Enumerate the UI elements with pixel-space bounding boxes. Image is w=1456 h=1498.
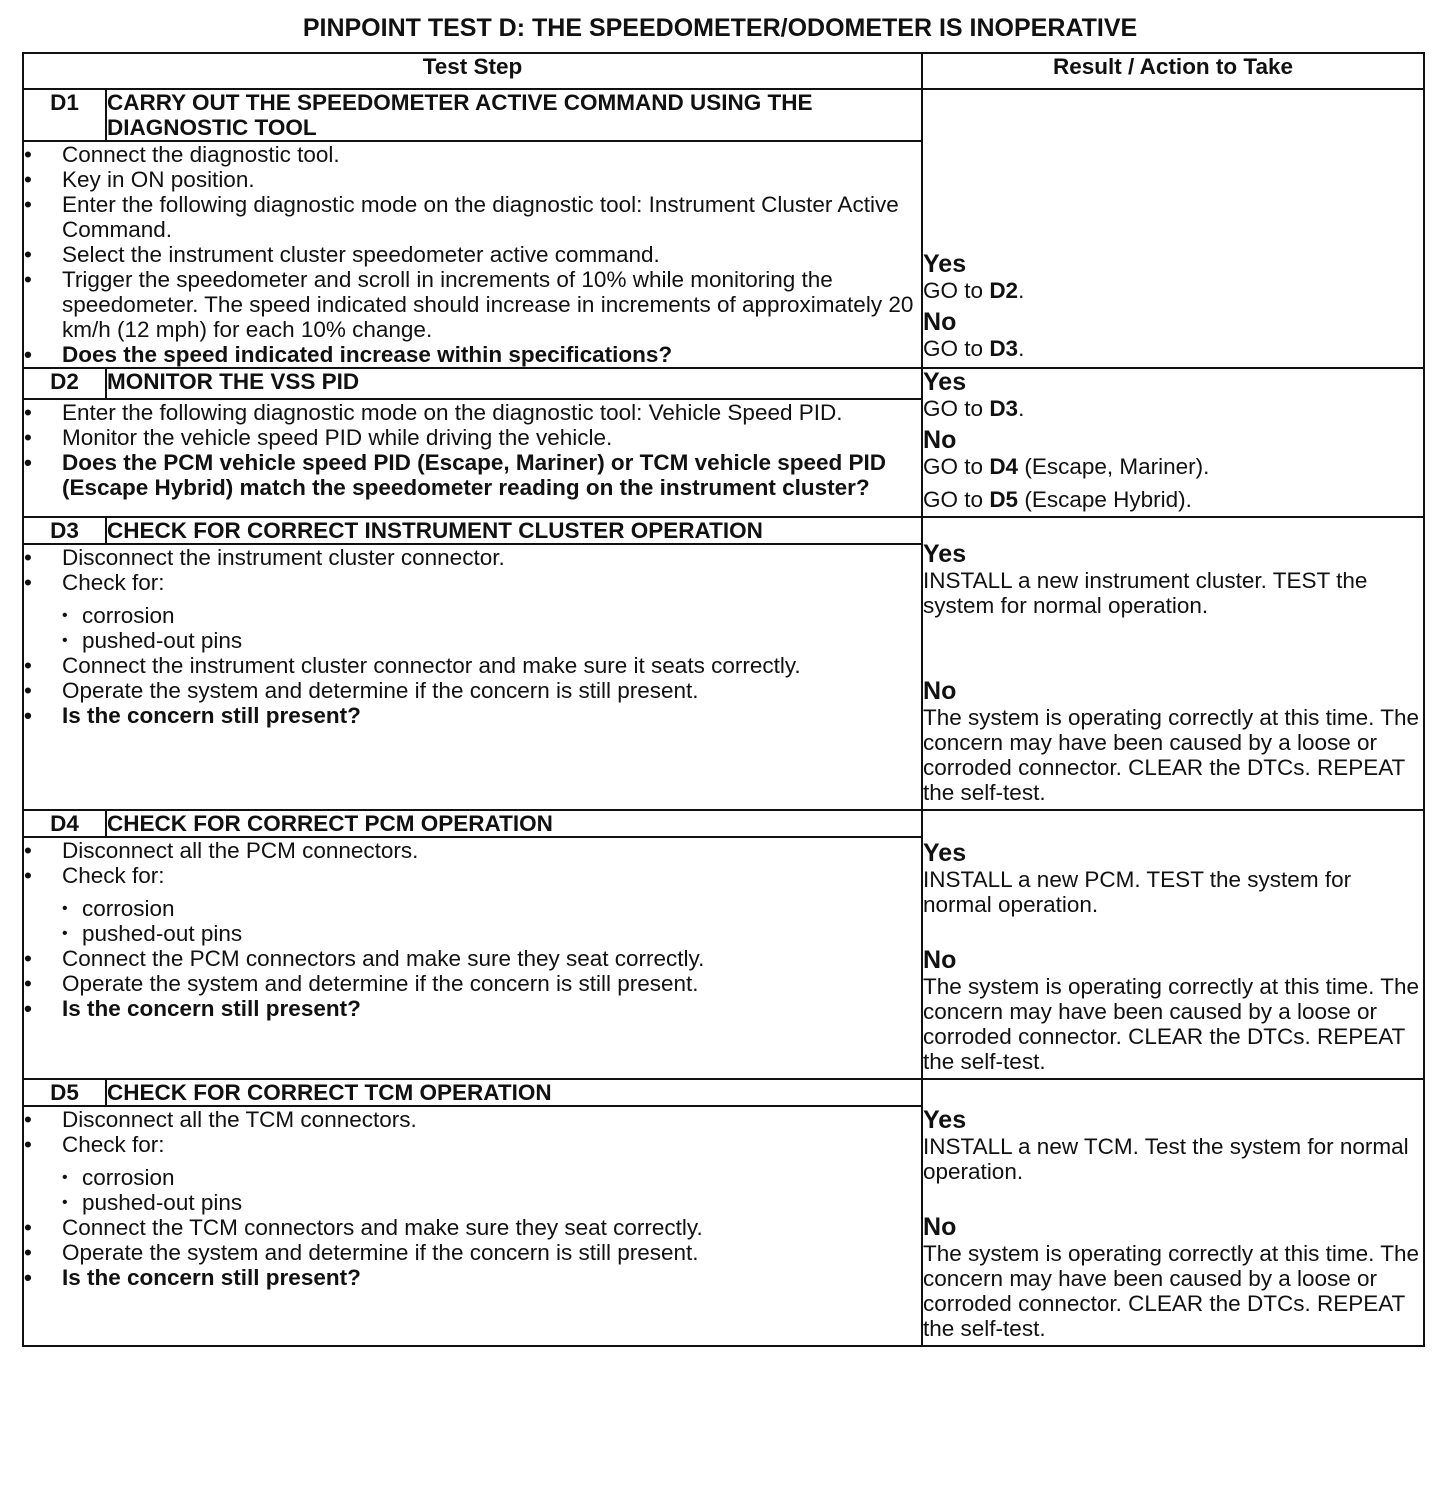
yes-action: INSTALL a new TCM. Test the system for normal operation.: [923, 1134, 1409, 1184]
step-bullets-d4: [24, 838, 921, 1021]
table-header-row: [23, 53, 1424, 89]
check-item: • corrosion: [62, 603, 921, 628]
step-bullets-d2: [24, 400, 921, 500]
list-item: • Key in ON position.: [24, 167, 921, 192]
step-title-d4: CHECK FOR CORRECT PCM OPERATION: [106, 810, 922, 837]
list-item: • Operate the system and determine if the concern is still present.: [24, 971, 921, 996]
no-action: The system is operating correctly at this time. The concern may have been caused by a loose or corroded connector. CLEAR the DTCs. REPEAT the self-test.: [923, 1241, 1420, 1341]
check-list: [62, 603, 921, 653]
step-question: • Does the speed indicated increase within specifications?: [24, 342, 921, 367]
step-title-row-d5: [23, 1079, 1424, 1106]
check-list: [62, 1165, 921, 1215]
check-item: • pushed-out pins: [62, 1190, 921, 1215]
check-item: • pushed-out pins: [62, 921, 921, 946]
list-item: • Trigger the speedometer and scroll in increments of 10% while monitoring the speedometer. The speed indicated should increase in increments of approximately 20 km/h (12 mph) for each 10% change.: [24, 267, 921, 342]
yes-label: Yes: [923, 250, 967, 278]
pinpoint-test-table: [22, 52, 1425, 1347]
step-question: • Is the concern still present?: [24, 703, 921, 728]
step-bullets-d5: [24, 1107, 921, 1290]
yes-label: Yes: [923, 1106, 967, 1134]
step-bullets-d3: [24, 545, 921, 728]
list-item: • Enter the following diagnostic mode on the diagnostic tool: Vehicle Speed PID.: [24, 400, 921, 425]
yes-action: GO to D3.: [923, 396, 1025, 421]
step-title-row-d4: [23, 810, 1424, 837]
step-id-d3: D3: [23, 517, 106, 544]
step-body-d5: [23, 1106, 922, 1346]
list-item: • Check for: • corrosion • pushed-out pins: [24, 570, 921, 653]
result-cell-d1: [922, 89, 1424, 368]
yes-action: GO to D2.: [923, 278, 1025, 303]
step-body-d1: [23, 141, 922, 368]
no-target-alt: D5: [989, 487, 1019, 512]
step-body-d4: [23, 837, 922, 1079]
no-action: GO to D3.: [923, 336, 1025, 361]
result-cell-d2: [922, 368, 1424, 517]
yes-label: Yes: [923, 839, 967, 867]
no-label: No: [923, 1213, 957, 1241]
step-id-d5: D5: [23, 1079, 106, 1106]
step-body-d3: [23, 544, 922, 810]
check-item: • corrosion: [62, 896, 921, 921]
no-label: No: [923, 308, 957, 336]
step-title-d5: CHECK FOR CORRECT TCM OPERATION: [106, 1079, 922, 1106]
no-label: No: [923, 946, 957, 974]
step-title-d1: CARRY OUT THE SPEEDOMETER ACTIVE COMMAND USING THE DIAGNOSTIC TOOL: [106, 89, 922, 141]
step-title-d2: MONITOR THE VSS PID: [106, 368, 922, 399]
no-action: GO to D4 (Escape, Mariner).: [923, 454, 1210, 479]
list-item: • Operate the system and determine if the concern is still present.: [24, 678, 921, 703]
yes-target: D2: [989, 278, 1019, 303]
result-header: Result / Action to Take: [922, 53, 1424, 89]
result-cell-d5: [922, 1079, 1424, 1346]
no-label: No: [923, 677, 957, 705]
step-title-row-d3: [23, 517, 1424, 544]
step-question: • Is the concern still present?: [24, 1265, 921, 1290]
step-id-d4: D4: [23, 810, 106, 837]
step-title-row-d1: [23, 89, 1424, 141]
list-item: • Connect the PCM connectors and make sure they seat correctly.: [24, 946, 921, 971]
step-question: • Does the PCM vehicle speed PID (Escape, Mariner) or TCM vehicle speed PID (Escape Hybrid) match the speedometer reading on the instrument cluster?: [24, 450, 921, 500]
list-item: • Connect the instrument cluster connector and make sure it seats correctly.: [24, 653, 921, 678]
page-title: PINPOINT TEST D: THE SPEEDOMETER/ODOMETER IS INOPERATIVE: [302, 14, 1138, 42]
check-list: [62, 896, 921, 946]
list-item: • Connect the TCM connectors and make sure they seat correctly.: [24, 1215, 921, 1240]
step-id-d2: D2: [23, 368, 106, 399]
step-title-d3: CHECK FOR CORRECT INSTRUMENT CLUSTER OPERATION: [106, 517, 922, 544]
no-target: D3: [989, 336, 1019, 361]
yes-action: INSTALL a new PCM. TEST the system for normal operation.: [923, 867, 1352, 917]
list-item: • Check for: • corrosion • pushed-out pins: [24, 863, 921, 946]
yes-target: D3: [989, 396, 1019, 421]
list-item: • Enter the following diagnostic mode on the diagnostic tool: Instrument Cluster Active Command.: [24, 192, 921, 242]
yes-label: Yes: [923, 368, 967, 396]
step-id-d1: D1: [23, 89, 106, 141]
step-title-row-d2: [23, 368, 1424, 399]
result-cell-d4: [922, 810, 1424, 1079]
step-bullets-d1: [24, 142, 921, 367]
check-item: • pushed-out pins: [62, 628, 921, 653]
list-item: • Check for: • corrosion • pushed-out pins: [24, 1132, 921, 1215]
no-label: No: [923, 426, 957, 454]
list-item: • Select the instrument cluster speedometer active command.: [24, 242, 921, 267]
list-item: • Disconnect the instrument cluster connector.: [24, 545, 921, 570]
result-cell-d3: [922, 517, 1424, 810]
yes-action: INSTALL a new instrument cluster. TEST the system for normal operation.: [923, 568, 1368, 618]
step-body-d2: [23, 399, 922, 517]
list-item: • Connect the diagnostic tool.: [24, 142, 921, 167]
check-item: • corrosion: [62, 1165, 921, 1190]
step-question: • Is the concern still present?: [24, 996, 921, 1021]
list-item: • Disconnect all the PCM connectors.: [24, 838, 921, 863]
yes-label: Yes: [923, 540, 967, 568]
no-action: The system is operating correctly at this time. The concern may have been caused by a loose or corroded connector. CLEAR the DTCs. REPEAT the self-test.: [923, 705, 1420, 805]
list-item: • Operate the system and determine if the concern is still present.: [24, 1240, 921, 1265]
no-action-alt: GO to D5 (Escape Hybrid).: [923, 487, 1192, 512]
list-item: • Disconnect all the TCM connectors.: [24, 1107, 921, 1132]
no-action: The system is operating correctly at this time. The concern may have been caused by a loose or corroded connector. CLEAR the DTCs. REPEAT the self-test.: [923, 974, 1420, 1074]
test-step-header: Test Step: [23, 53, 922, 89]
no-target: D4: [989, 454, 1019, 479]
list-item: • Monitor the vehicle speed PID while driving the vehicle.: [24, 425, 921, 450]
